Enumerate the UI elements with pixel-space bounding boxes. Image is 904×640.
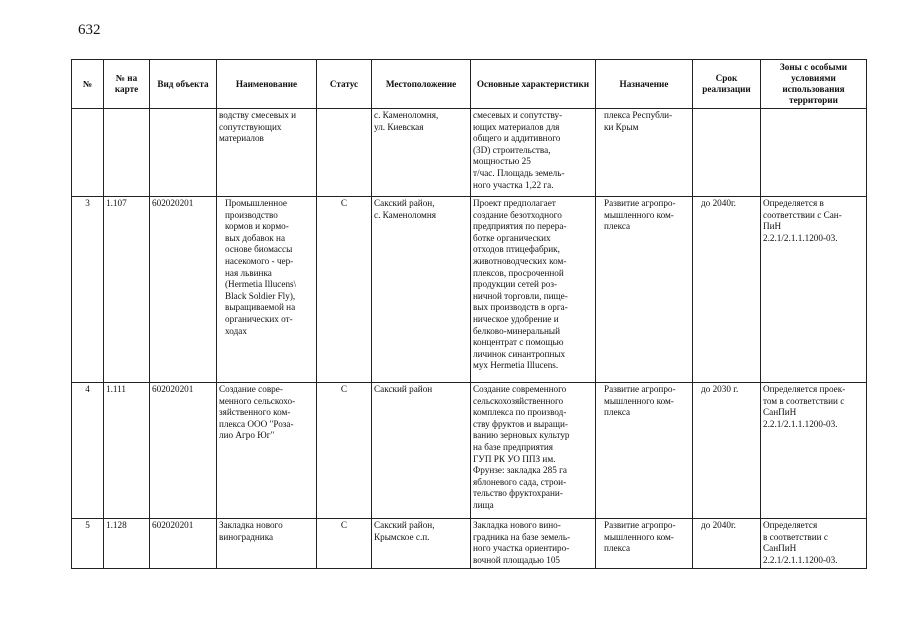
table-row [72,519,867,569]
object-status: С [317,519,372,569]
object-name: водству смесевых и сопутствующих материалов [217,109,317,197]
object-characteristics: смесевых и сопутству- ющих материалов для общего и аддитивного (3D) строительства, мощностью 25 т/час. Площадь земель- ного участка 1,22 га. [471,109,596,197]
row-number [72,109,104,197]
object-location: Сакский район, Крымское с.п. [372,519,471,569]
object-status: С [317,383,372,519]
object-type [150,109,217,197]
object-zones [761,109,867,197]
object-status: С [317,197,372,383]
object-characteristics: Создание современного сельскохозяйственного комплекса по производ- ству фруктов и выращи- ванию зерновых культур на базе предприятия ГУП РК УО ППЗ им. Фрунзе: закладка 285 га яблоневого сада, строи- тельство фруктохрани- лища [471,383,596,519]
row-number: 4 [72,383,104,519]
object-purpose: Развитие агропро- мышленного ком- плекса [596,383,693,519]
object-name: Промышленное производство кормов и кормо- вых добавок на основе биомассы насекомого - чер- ная львинка (Hermetia Illucens\ Black Soldier Fly), выращиваемой на органических от- ходах [217,197,317,383]
header-cell: № [72,60,104,109]
header-cell: Срок реализации [693,60,761,109]
object-purpose: Развитие агропро- мышленного ком- плекса [596,519,693,569]
object-term: до 2040г. [693,519,761,569]
map-number: 1.128 [104,519,150,569]
object-term: до 2030 г. [693,383,761,519]
map-number: 1.107 [104,197,150,383]
header-cell: Основные характеристики [471,60,596,109]
object-characteristics: Закладка нового вино- градника на базе земель- ного участка ориентиро- вочной площадью 105 [471,519,596,569]
object-zones: Определяется в соответствии с Сан- ПиН 2.2.1/2.1.1.1200-03. [761,197,867,383]
header-cell: Наименование [217,60,317,109]
object-characteristics: Проект предполагает создание безотходного предприятия по перера- ботке органических отходов птицефабрик, животноводческих ком- плексов, просроченной продукции сетей роз- ничной торговли, пище- вых производств в орга- ническое удобрение и белково-минеральный концентрат с помощью личинок синантропных мух Hermetia Illucens. [471,197,596,383]
table-row [72,383,867,519]
row-number: 5 [72,519,104,569]
object-term: до 2040г. [693,197,761,383]
header-cell: № на карте [104,60,150,109]
page-number: 632 [78,22,101,38]
object-status [317,109,372,197]
header-cell: Местоположение [372,60,471,109]
object-type: 602020201 [150,383,217,519]
object-zones: Определяется в соответствии с СанПиН 2.2.1/2.1.1.1200-03. [761,519,867,569]
object-purpose: плекса Республи- ки Крым [596,109,693,197]
object-type: 602020201 [150,197,217,383]
header-cell: Вид объекта [150,60,217,109]
row-number: 3 [72,197,104,383]
object-name: Закладка нового виноградника [217,519,317,569]
header-cell: Статус [317,60,372,109]
header-cell: Назначение [596,60,693,109]
object-zones: Определяется проек- том в соответствии с СанПиН 2.2.1/2.1.1.1200-03. [761,383,867,519]
object-type: 602020201 [150,519,217,569]
object-location: Сакский район [372,383,471,519]
objects-table [71,59,867,569]
object-term [693,109,761,197]
header-cell: Зоны с особыми условиями использования территории [761,60,867,109]
object-name: Создание совре- менного сельскохо- зяйственного ком- плекса ООО "Роза- лио Агро Юг" [217,383,317,519]
map-number: 1.111 [104,383,150,519]
map-number [104,109,150,197]
object-purpose: Развитие агропро- мышленного ком- плекса [596,197,693,383]
table-header-row [72,60,867,109]
object-location: Сакский район, с. Каменоломня [372,197,471,383]
table-row [72,197,867,383]
object-location: с. Каменоломня, ул. Киевская [372,109,471,197]
table-row [72,109,867,197]
